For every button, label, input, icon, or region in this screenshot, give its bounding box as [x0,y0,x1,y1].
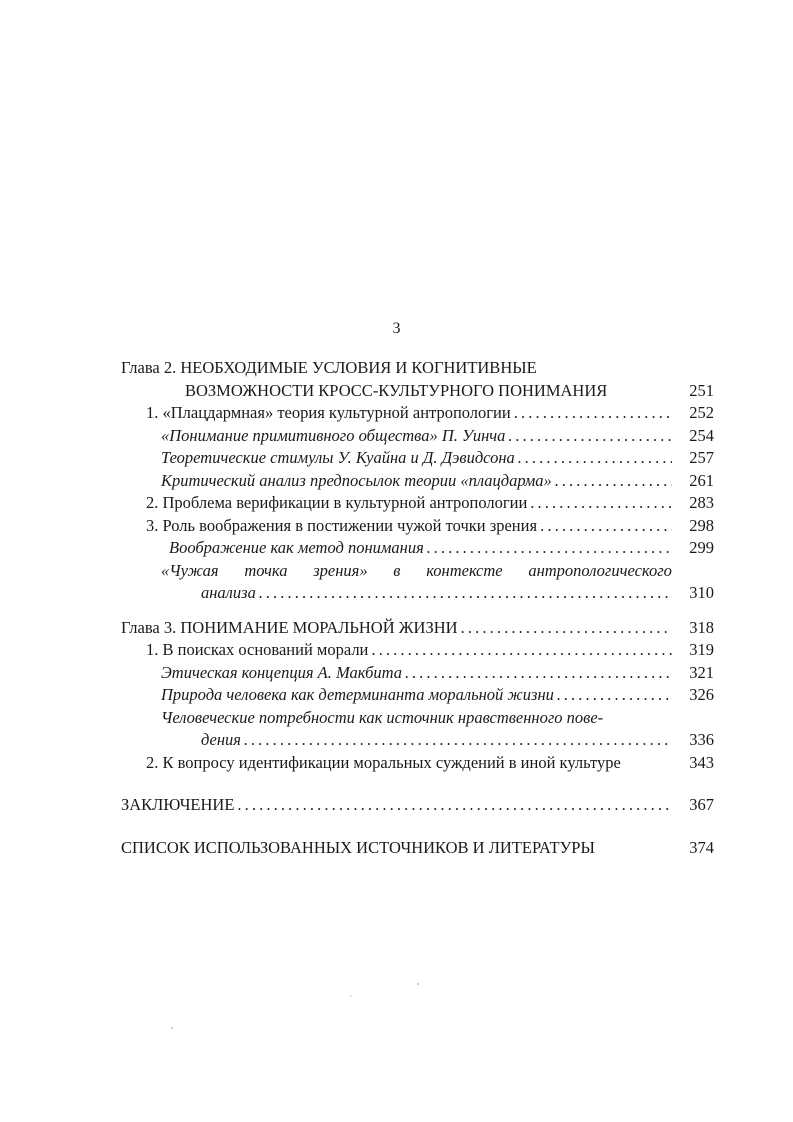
leader-dots [530,492,672,515]
leader-dots [244,729,672,752]
page-ref: 367 [689,795,714,814]
page-ref: 310 [689,583,714,602]
toc-entry[interactable]: Теоретические стимулы У. Куайна и Д. Дэвидсона . . . 257 [121,447,714,470]
toc-chapter-2-title-line2: ВОЗМОЖНОСТИ КРОСС-КУЛЬТУРНОГО ПОНИМАНИЯ 251 [121,380,714,403]
leader-dots [514,402,672,425]
toc-entry[interactable]: «Понимание примитивного общества» П. Уинча . . . 254 [121,425,714,448]
scan-speck [350,995,352,997]
page-ref: 298 [689,515,714,535]
page-ref: 251 [689,380,714,400]
toc-chapter-2-title-line1: Глава 2. НЕОБХОДИМЫЕ УСЛОВИЯ И КОГНИТИВНЫЕ [121,358,537,377]
leader-dots [540,515,672,538]
page-ref: 326 [689,685,714,704]
leader-dots [518,447,672,470]
leader-dots [427,537,672,560]
page-ref: 257 [689,448,714,467]
toc-entry-wrapped-line1[interactable]: «Чужая точка зрения» в контексте антропологического [161,560,672,580]
toc-entry[interactable]: Критический анализ предпосылок теории «плацдарма» . . . 261 [121,470,714,493]
toc-entry[interactable]: 2. Проблема верификации в культурной антропологии . . . 283 [121,492,714,515]
toc-bibliography[interactable]: СПИСОК ИСПОЛЬЗОВАННЫХ ИСТОЧНИКОВ И ЛИТЕРАТУРЫ 374 [121,837,714,860]
toc-chapter-3-title[interactable]: Глава 3. ПОНИМАНИЕ МОРАЛЬНОЙ ЖИЗНИ . . . 318 [121,617,714,640]
toc-entry-wrapped-line2[interactable]: анализа . . . 310 [121,582,714,605]
page-ref: 283 [689,493,714,512]
toc-entry-wrapped-line1[interactable]: Человеческие потребности как источник нравственного пове- [161,707,604,727]
page-ref: 254 [689,425,714,445]
toc-entry-wrapped-line2[interactable]: дения . . . 336 [121,729,714,752]
leader-dots [461,617,672,640]
leader-dots [557,684,672,707]
toc-entry[interactable]: Воображение как метод понимания . . . 299 [121,537,714,560]
leader-dots [508,425,672,448]
toc-entry[interactable]: 2. К вопросу идентификации моральных суждений в иной культуре 343 [121,752,714,775]
toc-entry[interactable]: Природа человека как детерминанта моральной жизни . . . 326 [121,684,714,707]
page-ref: 343 [689,752,714,772]
page-ref: 319 [689,640,714,659]
page-ref: 261 [689,470,714,490]
page-ref: 374 [689,837,714,857]
page-ref: 321 [689,662,714,682]
toc-entry[interactable]: Этическая концепция А. Макбита . . . 321 [121,662,714,685]
leader-dots [371,639,672,662]
leader-dots [405,662,672,685]
page-ref: 299 [689,538,714,557]
page-ref: 318 [689,617,714,637]
toc-entry[interactable]: 3. Роль воображения в постижении чужой точки зрения . . . 298 [121,515,714,538]
leader-dots [259,582,672,605]
page-ref: 336 [689,730,714,749]
toc-entry[interactable]: 1. «Плацдармная» теория культурной антропологии . . . 252 [121,402,714,425]
leader-dots [555,470,672,493]
scan-speck [417,983,419,985]
scan-speck [171,1027,173,1029]
page-ref: 252 [689,403,714,422]
toc-entry[interactable]: 1. В поисках оснований морали . . . 319 [121,639,714,662]
table-of-contents [121,357,714,859]
page-number: 3 [392,320,401,337]
toc-conclusion[interactable]: ЗАКЛЮЧЕНИЕ . . . 367 [121,794,714,817]
leader-dots [237,794,672,817]
